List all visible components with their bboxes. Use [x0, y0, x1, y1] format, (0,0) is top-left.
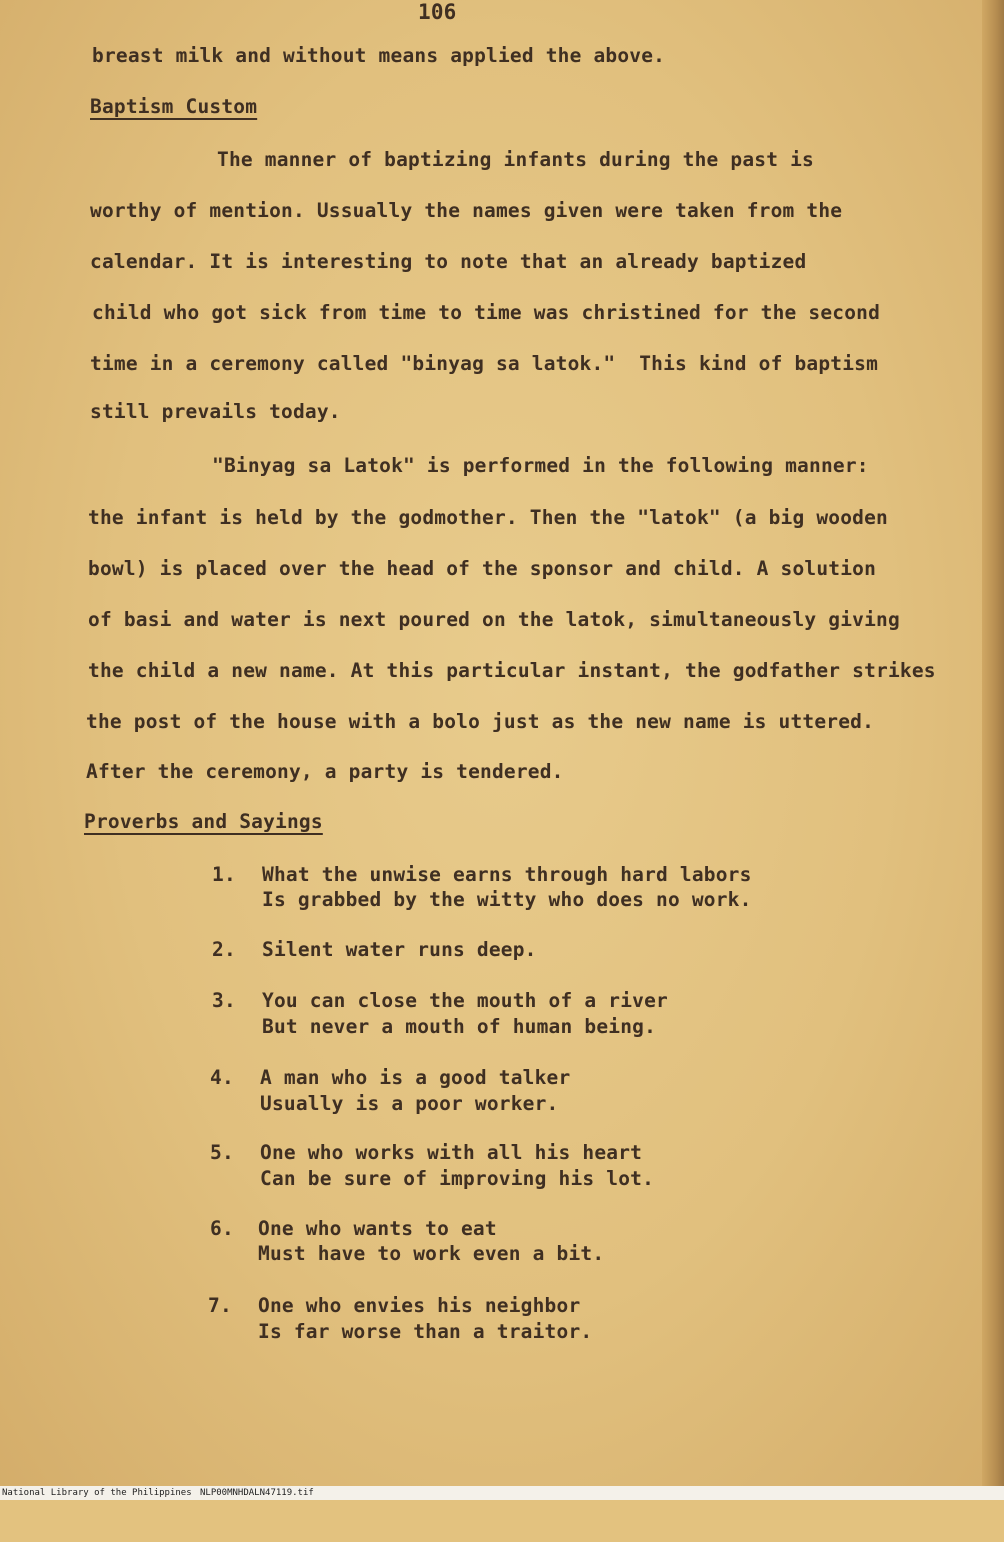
text-line: bowl) is placed over the head of the sponsor and child. A solution: [88, 557, 877, 580]
text-line: "Binyag sa Latok" is performed in the following manner:: [212, 454, 869, 477]
proverb-line: One who works with all his heart: [260, 1141, 643, 1164]
text-line: time in a ceremony called "binyag sa latok." This kind of baptism: [90, 352, 879, 375]
list-number: 5.: [210, 1141, 234, 1164]
text-line: The manner of baptizing infants during the past is: [217, 148, 814, 171]
footer-filename: NLP00MNHDALN47119.tif: [200, 1488, 314, 1498]
text-line: calendar. It is interesting to note that an already baptized: [90, 250, 807, 273]
proverb-line: Silent water runs deep.: [262, 938, 537, 961]
proverb-line: Must have to work even a bit.: [258, 1242, 605, 1265]
proverb-line: What the unwise earns through hard labors: [262, 863, 752, 886]
proverb-line: One who envies his neighbor: [258, 1294, 581, 1317]
proverb-line: Can be sure of improving his lot.: [260, 1167, 655, 1190]
section-heading-proverbs: Proverbs and Sayings: [84, 810, 323, 833]
text-line: the infant is held by the godmother. Then the "latok" (a big wooden: [88, 506, 888, 529]
text-line: child who got sick from time to time was christined for the second: [92, 301, 881, 324]
list-number: 1.: [212, 863, 236, 886]
proverb-line: A man who is a good talker: [260, 1066, 571, 1089]
list-number: 2.: [212, 938, 236, 961]
list-number: 4.: [210, 1066, 234, 1089]
list-number: 3.: [212, 989, 236, 1012]
text-line: the child a new name. At this particular instant, the godfather strikes: [88, 659, 936, 682]
text-line: breast milk and without means applied the above.: [92, 44, 666, 67]
text-line: the post of the house with a bolo just as the new name is uttered.: [86, 710, 875, 733]
page-edge: [982, 0, 1004, 1500]
section-heading-baptism: Baptism Custom: [90, 95, 258, 118]
proverb-line: Is far worse than a traitor.: [258, 1320, 593, 1343]
proverb-line: Is grabbed by the witty who does no work.: [262, 888, 752, 911]
proverb-line: Usually is a poor worker.: [260, 1092, 559, 1115]
list-number: 7.: [208, 1294, 232, 1317]
text-line: of basi and water is next poured on the latok, simultaneously giving: [88, 608, 900, 631]
proverb-line: One who wants to eat: [258, 1217, 497, 1240]
page-number: 106: [418, 0, 457, 24]
footer-library: National Library of the Philippines: [2, 1488, 192, 1498]
list-number: 6.: [210, 1217, 234, 1240]
text-line: still prevails today.: [90, 400, 341, 423]
scan-footer: [0, 1486, 1004, 1500]
text-line: worthy of mention. Ussually the names given were taken from the: [90, 199, 843, 222]
proverb-line: But never a mouth of human being.: [262, 1015, 657, 1038]
text-line: After the ceremony, a party is tendered.: [86, 760, 564, 783]
proverb-line: You can close the mouth of a river: [262, 989, 668, 1012]
